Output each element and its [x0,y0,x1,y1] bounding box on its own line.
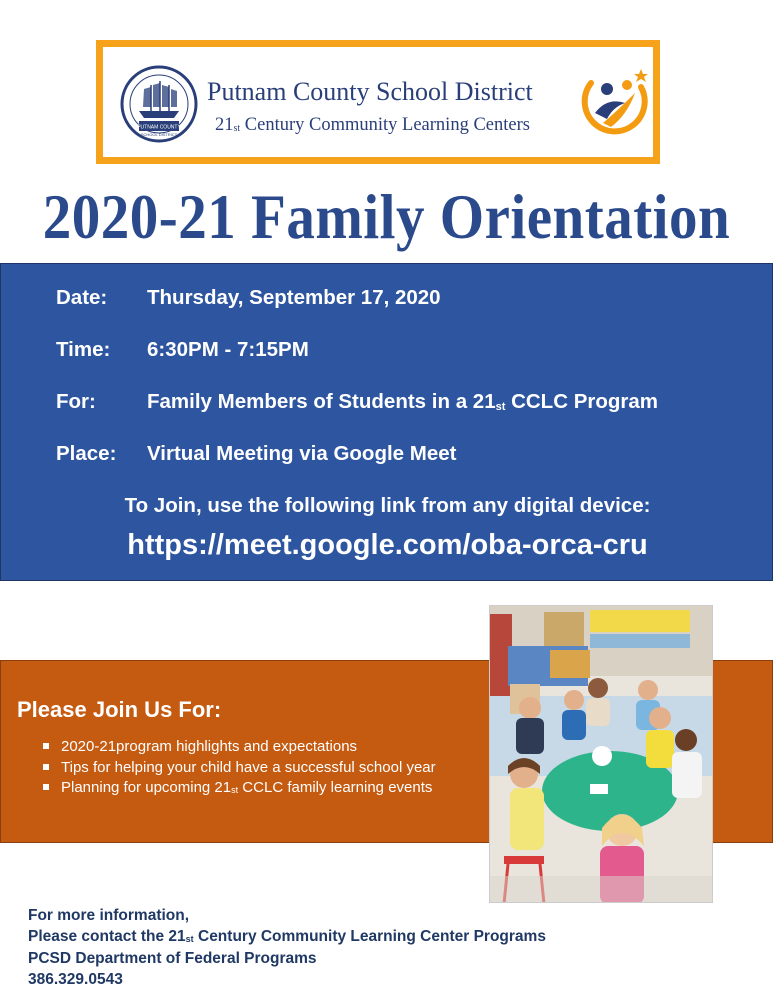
seal-text-top: PUTNAM COUNTY [137,124,181,131]
for-value-sub: st [495,401,506,413]
list-item-text: Tips for helping your child have a successful school year [61,758,436,776]
contact-footer [28,906,546,990]
for-label: For: [56,390,96,413]
footer-phone: 386.329.0543 [28,970,123,988]
place-label: Place: [56,442,117,465]
footer-line: For more information, [28,907,190,924]
footer-line-post: Century Community Learning Center Programs [193,927,546,945]
program-name [215,115,575,136]
district-name: Putnam County School District [207,77,533,106]
list-item [41,737,436,758]
seal-text-bottom: SCHOOL DISTRICT [140,132,178,137]
bullet-square-icon [43,743,49,749]
cclc-figure-logo-icon [577,63,651,147]
footer-line: PCSD Department of Federal Programs [28,950,317,967]
bullet-square-icon [43,784,49,790]
join-instructions: To Join, use the following link from any digital device: [124,494,651,517]
date-label: Date: [56,286,108,309]
meet-link[interactable]: https://meet.google.com/oba-orca-cru [127,529,648,561]
list-item [41,758,436,779]
program-suffix: st [233,123,241,134]
footer-line-pre: Please contact the 21 [28,927,186,945]
list-item [41,778,436,801]
for-value-pre: Family Members of Students in a 21 [147,390,496,413]
date-value: Thursday, September 17, 2020 [147,286,441,309]
join-us-heading: Please Join Us For: [17,697,222,722]
list-item-sub: st [231,785,239,795]
list-item-pre: Planning for upcoming 21 [61,779,232,796]
classroom-photo [489,605,713,903]
program-prefix: 21 [215,115,234,135]
list-item-post: CCLC family learning events [238,779,433,796]
time-label: Time: [56,338,111,361]
list-item-text: 2020-21program highlights and expectations [61,738,358,755]
classroom-photo-image [490,606,713,903]
footer-line-sub: st [185,933,194,944]
page-title: 2020-21 Family Orientation [42,182,731,253]
footer-line [28,927,546,950]
bullet-square-icon [43,764,49,770]
highlights-list [41,737,436,801]
place-value: Virtual Meeting via Google Meet [147,442,457,465]
school-district-seal-icon [117,65,201,143]
for-value [147,390,658,414]
program-rest: Century Community Learning Centers [240,115,530,135]
time-value: 6:30PM - 7:15PM [147,338,309,361]
header-logo-box [96,40,660,164]
event-details-panel [0,263,773,581]
for-value-post: CCLC Program [505,390,659,413]
